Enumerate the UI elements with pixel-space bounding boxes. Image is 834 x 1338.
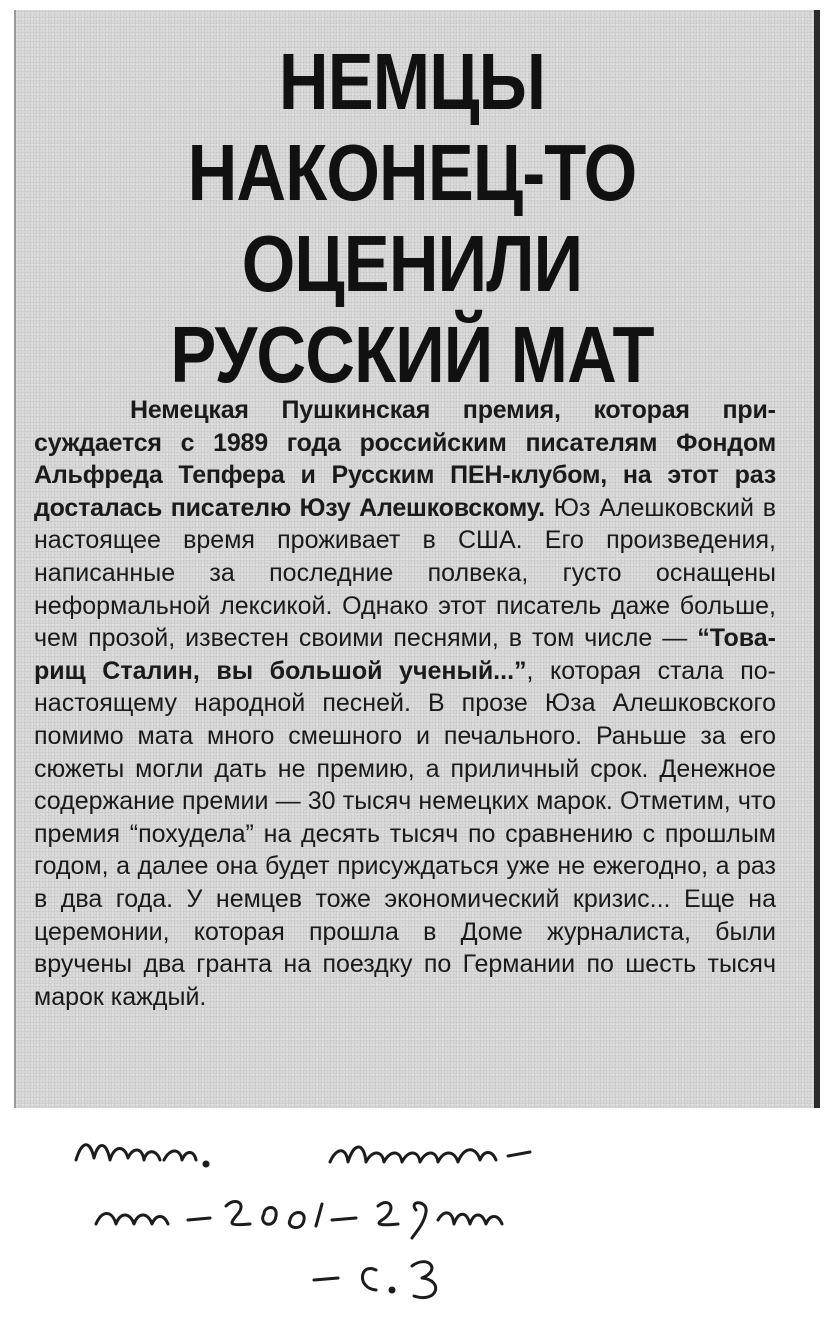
article-lead: Немецкая Пушкинская премия, которая присуждается с 1989 года российским писателям Фондом Альфреда Тепфера и Русским ПЕН-клубом, на этот раз досталась писателю Юзу Алешковскому. (34, 396, 776, 522)
article-headline (70, 36, 755, 400)
article-text-part-2: , которая стала по-настоящему народной песней. В прозе Юза Алешковского помимо мата много смешного и печального. Раньше за его сюжеты могли дать не премию, а приличный срок. Денежное содержание премии — 30 тысяч немецких марок. Отметим, что премия “похудела” на десять тысяч по сравнению с прошлым годом, а далее она будет присуждаться уже не ежегодно, а раз в два года. У немцев тоже экономический кризис... Еще на церемонии, которая прошла в Доме журналиста, были вручены два гранта на поездку по Германии по шесть тысяч марок каждый. (34, 656, 777, 1011)
headline-line-2: НАКОНЕЦ-ТО (187, 128, 637, 217)
clipping-left-edge (14, 10, 16, 1108)
headline-line-3: ОЦЕНИЛИ (241, 219, 583, 308)
song-title: “Товарищ Сталин, вы большой ученый...” (34, 624, 776, 685)
newspaper-clipping (14, 10, 820, 1108)
handwritten-note-drawing (60, 1120, 800, 1320)
article-text-part-1: Юз Алешковский в настоящее время проживает в США. Его произведения, написанные за последние полвека, густо оснащены неформальной лексикой. Однако этот писатель даже больше, чем прозой, известен своими песнями, в том числе — (34, 493, 776, 653)
headline-line-1: НЕМЦЫ (278, 37, 546, 126)
headline-line-4: РУССКИЙ МАТ (170, 310, 654, 399)
article-body (34, 394, 776, 1013)
clipping-right-edge (814, 10, 820, 1108)
handwritten-source-note (60, 1120, 800, 1320)
